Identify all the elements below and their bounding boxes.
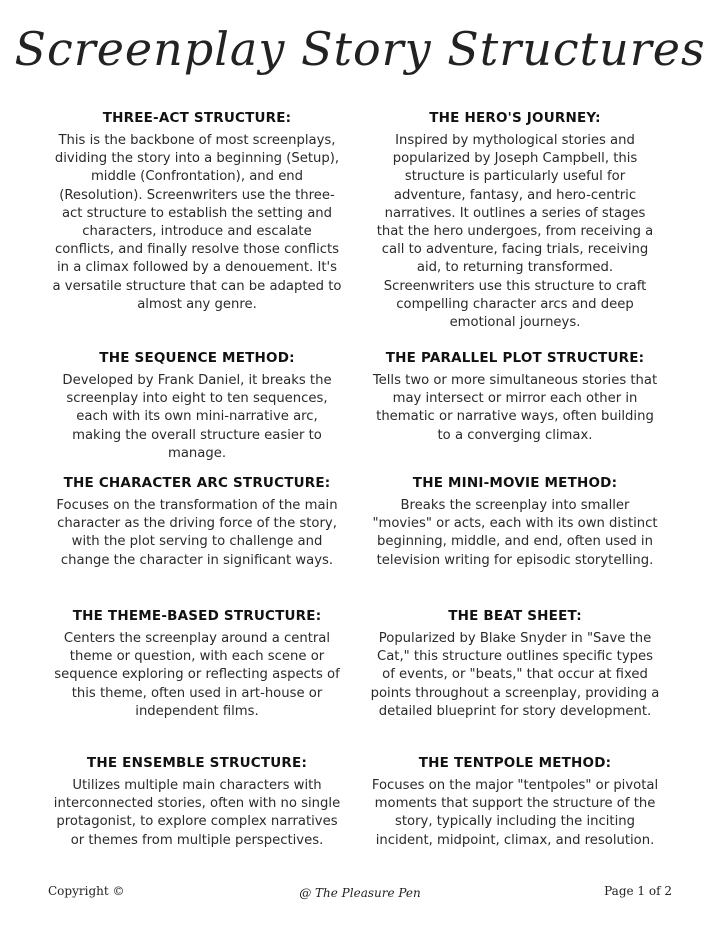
- section-text: Tells two or more simultaneous stories that may intersect or mirror each other in thematic or narrative ways, often building to a converging climax.: [372, 373, 658, 443]
- section-heading: THE TENTPOLE METHOD:: [418, 755, 612, 771]
- page-title: Screenplay Story Structures: [14, 22, 706, 76]
- section-mini-movie: [370, 475, 660, 570]
- section-tentpole: [370, 755, 660, 850]
- page-number: Page 1 of 2: [604, 884, 672, 898]
- section-text: Developed by Frank Daniel, it breaks the screenplay into eight to ten sequences, each with its own mini-narrative arc, making the overall structure easier to manage.: [62, 373, 332, 461]
- section-heading: THE SEQUENCE METHOD:: [99, 350, 295, 366]
- brand-signature: @ The Pleasure Pen: [299, 886, 421, 900]
- section-heading: THE CHARACTER ARC STRUCTURE:: [63, 475, 331, 491]
- section-text: Focuses on the transformation of the main character as the driving force of the story, with the plot serving to challenge and change the character in significant ways.: [56, 498, 338, 568]
- section-beat-sheet: [370, 608, 660, 721]
- section-ensemble: [52, 755, 342, 850]
- section-heading: THE PARALLEL PLOT STRUCTURE:: [385, 350, 645, 366]
- section-text: Focuses on the major "tentpoles" or pivotal moments that support the structure of the story, typically including the inciting incident, midpoint, climax, and resolution.: [371, 778, 659, 848]
- section-text: Breaks the screenplay into smaller "movies" or acts, each with its own distinct beginning, middle, and end, often used in television writing for episodic storytelling.: [372, 498, 658, 568]
- section-text: Inspired by mythological stories and popularized by Joseph Campbell, this structure is particularly useful for adventure, fantasy, and hero-centric narratives. It outlines a series of stages that the hero undergoes, from receiving a call to adventure, facing trials, receiving aid, to returning transformed. Screenwriters use this structure to craft compelling character arcs and deep emotional journeys.: [376, 133, 654, 331]
- section-theme-based: [52, 608, 342, 721]
- section-character-arc: [52, 475, 342, 570]
- section-sequence-method: [52, 350, 342, 463]
- section-text: Utilizes multiple main characters with interconnected stories, often with no single protagonist, to explore complex narratives or themes from multiple perspectives.: [53, 778, 341, 848]
- section-heading: THE MINI-MOVIE METHOD:: [412, 475, 618, 491]
- section-heros-journey: [370, 110, 660, 332]
- section-text: Popularized by Blake Snyder in "Save the Cat," this structure outlines specific types of events, or "beats," that occur at fixed points throughout a screenplay, providing a detailed blueprint for story development.: [370, 631, 660, 719]
- copyright-text: Copyright ©: [48, 884, 125, 898]
- section-three-act: [52, 110, 342, 314]
- section-parallel-plot: [370, 350, 660, 445]
- section-text: This is the backbone of most screenplays, dividing the story into a beginning (Setup), middle (Confrontation), and end (Resolution). Screenwriters use the three-act structure to establish the setting and characters, introduce and escalate conflicts, and finally resolve those conflicts in a climax followed by a denouement. It's a versatile structure that can be adapted to almost any genre.: [52, 133, 342, 312]
- section-heading: THE HERO'S JOURNEY:: [429, 110, 601, 126]
- section-heading: THE THEME-BASED STRUCTURE:: [72, 608, 322, 624]
- section-heading: THE ENSEMBLE STRUCTURE:: [86, 755, 308, 771]
- section-heading: THREE-ACT STRUCTURE:: [102, 110, 292, 126]
- section-text: Centers the screenplay around a central theme or question, with each scene or sequence exploring or reflecting aspects of this theme, often used in art-house or independent films.: [54, 631, 340, 719]
- section-heading: THE BEAT SHEET:: [448, 608, 582, 624]
